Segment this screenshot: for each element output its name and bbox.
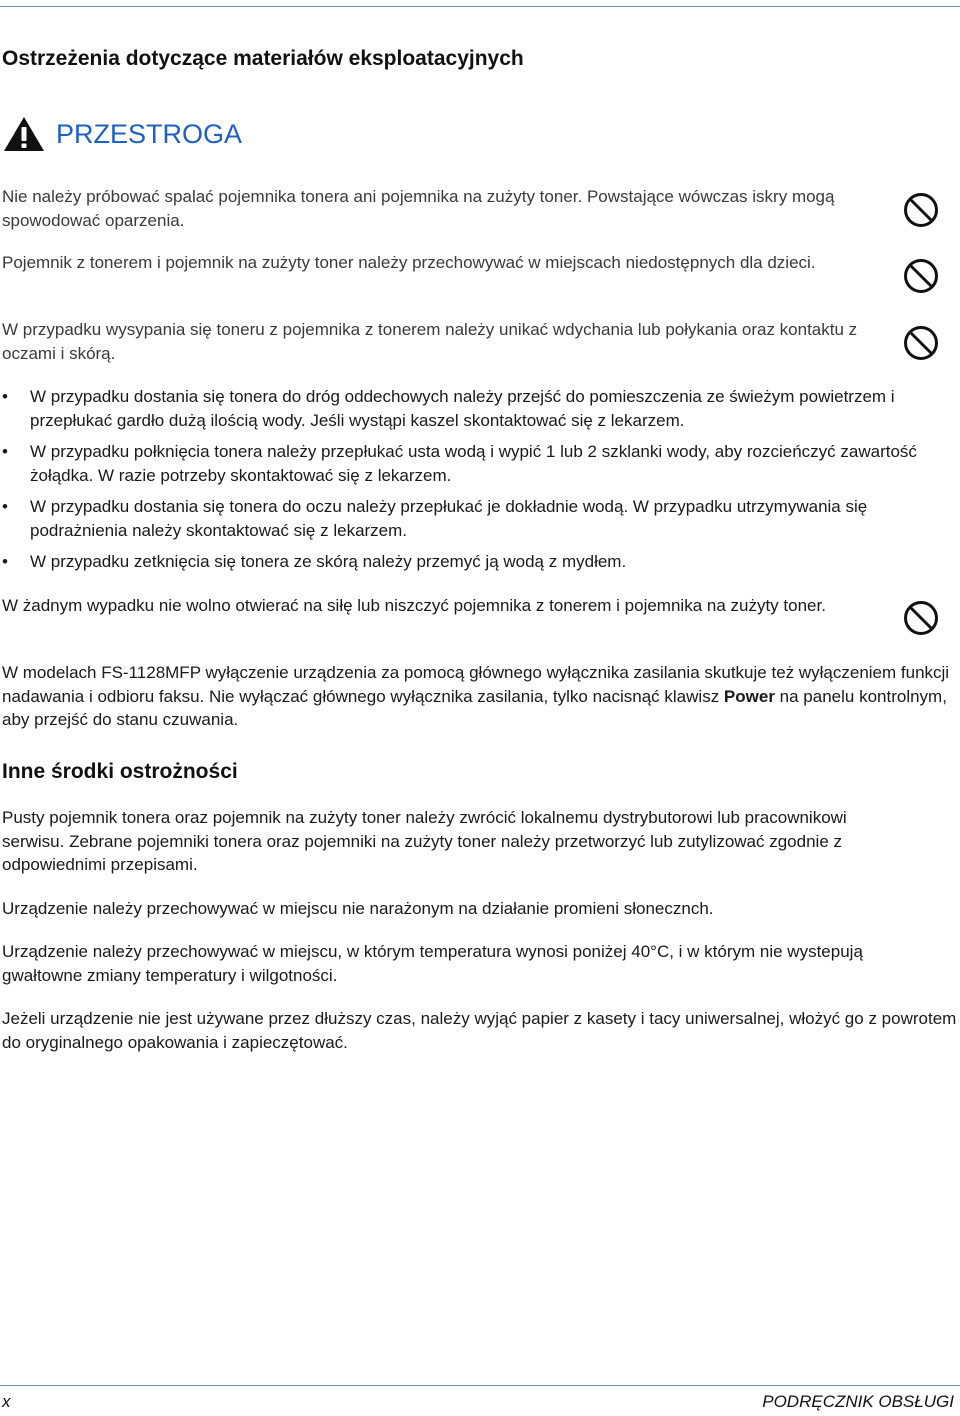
other-paragraph: Urządzenie należy przechowywać w miejscu, w którym temperatura wynosi poniżej 40°C, i w którym nie wystepują gwałtowne zmiany temperatury i wilgotności. (2, 942, 863, 985)
first-aid-list (2, 385, 960, 582)
bullet-symbol: • (2, 387, 8, 406)
list-item (2, 385, 960, 432)
prohibition-icon (903, 600, 939, 636)
section-title: Ostrzeżenia dotyczące materiałów eksploatacyjnych (2, 47, 524, 70)
prohibition-icon (903, 192, 939, 228)
other-paragraph: Urządzenie należy przechowywać w miejscu nie narażonym na działanie promieni słonecznch. (2, 899, 714, 918)
warning-text-3: W przypadku wysypania się toneru z pojemnika z tonerem należy unikać wdychania lub połykania oraz kontaktu z oczami i skórą. (2, 320, 858, 363)
caution-title: PRZESTROGA (56, 119, 243, 149)
other-paragraph: Jeżeli urządzenie nie jest używane przez dłuższy czas, należy wyjąć papier z kasety i tacy uniwersalnej, włożyć go z powrotem do oryginalnego opakowania i zapieczętować. (2, 1009, 957, 1052)
model-note (2, 661, 952, 732)
caution-header (2, 114, 242, 154)
power-key-label: Power (723, 686, 775, 706)
bullet-symbol: • (2, 442, 8, 461)
page-number: x (2, 1392, 11, 1411)
bottom-rule (0, 1385, 960, 1386)
list-item (2, 550, 960, 574)
top-rule (0, 6, 960, 7)
list-item-text: W przypadku dostania się tonera do dróg oddechowych należy przejść do pomieszczenia ze świeżym powietrzem i przepłukać gardło dużą ilością wody. Jeśli wystąpi kaszel skontaktować się z lekarzem. (30, 387, 895, 430)
list-item (2, 495, 960, 542)
prohibition-icon (903, 325, 939, 361)
model-note-text-end: na panelu kontrolnym, aby przejść do stanu czuwania. (2, 686, 947, 729)
list-item-text: W przypadku zetknięcia się tonera ze skórą należy przemyć ją wodą z mydłem. (30, 552, 627, 571)
prohibition-icon (903, 258, 939, 294)
list-item-text: W przypadku dostania się tonera do oczu należy przepłukać je dokładnie wodą. W przypadku utrzymywania się podrażnienia należy skontaktować się z lekarzem. (30, 497, 868, 540)
model-note-text: W modelach FS-1128MFP wyłączenie urządzenia za pomocą głównego wyłącznika zasilania skutkuje też wyłączeniem funkcji nadawania i odbioru faksu. Nie wyłączać głównego wyłącznika zasilania, tylko nacisnąć klawisz (2, 663, 950, 706)
manual-title: PODRĘCZNIK OBSŁUGI (762, 1392, 954, 1411)
bullet-symbol: • (2, 497, 8, 516)
no-open-text: W żadnym wypadku nie wolno otwierać na siłę lub niszczyć pojemnika z tonerem i pojemnika na zużyty toner. (2, 596, 826, 615)
warning-triangle-icon (2, 115, 46, 153)
list-item (2, 440, 960, 487)
warning-text-2: Pojemnik z tonerem i pojemnik na zużyty toner należy przechowywać w miejscach niedostępnych dla dzieci. (2, 253, 816, 272)
list-item-text: W przypadku połknięcia tonera należy przepłukać usta wodą i wypić 1 lub 2 szklanki wody, aby rozcieńczyć zawartość żołądka. W razie potrzeby skontaktować się z lekarzem. (30, 442, 917, 485)
other-section-title: Inne środki ostrożności (2, 760, 238, 783)
other-paragraph: Pusty pojemnik tonera oraz pojemnik na zużyty toner należy zwrócić lokalnemu dystrybutorowi lub pracownikowi serwisu. Zebrane pojemniki tonera oraz pojemniki na zużyty toner należy przetworzyć lub zutylizować zgodnie z odpowiednimi przepisami. (2, 808, 847, 874)
bullet-symbol: • (2, 552, 8, 571)
warning-text-1: Nie należy próbować spalać pojemnika tonera ani pojemnika na zużyty toner. Powstające wówczas iskry mogą spowodować oparzenia. (2, 187, 835, 230)
